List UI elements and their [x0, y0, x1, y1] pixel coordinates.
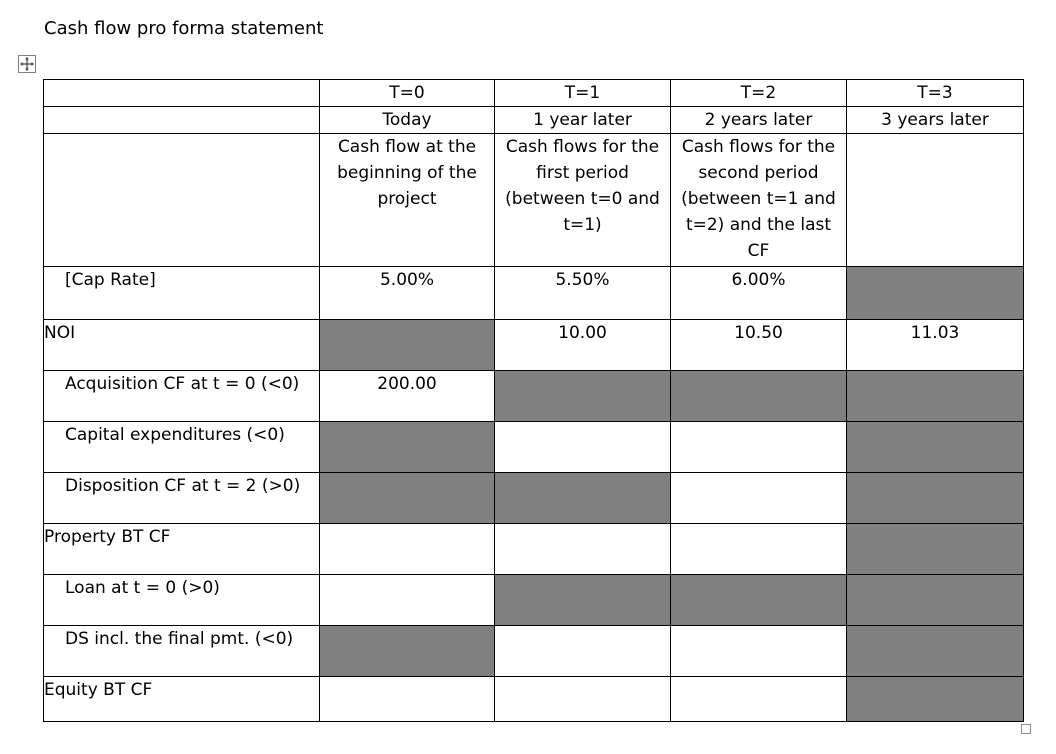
capex-t2[interactable]: [671, 422, 847, 473]
capex-t0-shaded[interactable]: [320, 422, 495, 473]
header-desc-cell-t2[interactable]: [671, 134, 847, 267]
row-equity-bt-cf: [44, 677, 1024, 722]
property-bt-cf-t0[interactable]: [320, 524, 495, 575]
noi-t1[interactable]: 10.00: [495, 320, 671, 371]
property-bt-cf-t2[interactable]: [671, 524, 847, 575]
row-label-loan[interactable]: Loan at t = 0 (>0): [44, 575, 320, 626]
table-move-handle[interactable]: [18, 55, 36, 73]
loan-t3-shaded[interactable]: [847, 575, 1024, 626]
row-label-acquisition-cf[interactable]: Acquisition CF at t = 0 (<0): [44, 371, 320, 422]
acquisition-cf-t2-shaded[interactable]: [671, 371, 847, 422]
disposition-cf-t2[interactable]: [671, 473, 847, 524]
cash-flow-table: [43, 79, 1024, 722]
cap-rate-t2[interactable]: 6.00%: [671, 267, 847, 320]
equity-bt-cf-t0[interactable]: [320, 677, 495, 722]
row-debt-service: [44, 626, 1024, 677]
header-timing-t3[interactable]: 3 years later: [847, 107, 1024, 134]
row-label-capital-expenditures[interactable]: Capital expenditures (<0): [44, 422, 320, 473]
loan-t2-shaded[interactable]: [671, 575, 847, 626]
table-cell[interactable]: [44, 80, 320, 107]
equity-bt-cf-t3-shaded[interactable]: [847, 677, 1024, 722]
loan-t0[interactable]: [320, 575, 495, 626]
equity-bt-cf-t1[interactable]: [495, 677, 671, 722]
acquisition-cf-t3-shaded[interactable]: [847, 371, 1024, 422]
cap-rate-t1[interactable]: 5.50%: [495, 267, 671, 320]
acquisition-cf-t0[interactable]: 200.00: [320, 371, 495, 422]
row-cap-rate: [44, 267, 1024, 320]
property-bt-cf-t1[interactable]: [495, 524, 671, 575]
row-disposition-cf: [44, 473, 1024, 524]
header-row-description: [44, 134, 1024, 267]
acquisition-cf-t1-shaded[interactable]: [495, 371, 671, 422]
debt-service-t3-shaded[interactable]: [847, 626, 1024, 677]
header-row-timing: [44, 107, 1024, 134]
disposition-cf-t1-shaded[interactable]: [495, 473, 671, 524]
header-desc-t2: Cash flows for the second period (between t=1 and t=2) and the last CF: [681, 137, 836, 261]
header-desc-cell-t3[interactable]: [847, 134, 1024, 267]
loan-t1-shaded[interactable]: [495, 575, 671, 626]
noi-t3[interactable]: 11.03: [847, 320, 1024, 371]
header-row-period: [44, 80, 1024, 107]
header-period-t3[interactable]: T=3: [847, 80, 1024, 107]
property-bt-cf-t3-shaded[interactable]: [847, 524, 1024, 575]
row-property-bt-cf: [44, 524, 1024, 575]
row-capital-expenditures: [44, 422, 1024, 473]
header-desc-cell-t1[interactable]: [495, 134, 671, 267]
row-loan: [44, 575, 1024, 626]
header-timing-t2[interactable]: 2 years later: [671, 107, 847, 134]
header-desc-t1: Cash flows for the first period (between t=0 and t=1): [505, 137, 660, 235]
header-desc-t0: Cash flow at the beginning of the project: [337, 137, 477, 209]
move-arrows-icon: [19, 56, 35, 72]
disposition-cf-t3-shaded[interactable]: [847, 473, 1024, 524]
header-timing-t0[interactable]: Today: [320, 107, 495, 134]
noi-t0-shaded[interactable]: [320, 320, 495, 371]
row-label-cap-rate[interactable]: [Cap Rate]: [44, 267, 320, 320]
cap-rate-t0[interactable]: 5.00%: [320, 267, 495, 320]
table-cell[interactable]: [44, 107, 320, 134]
row-noi: [44, 320, 1024, 371]
row-label-property-bt-cf[interactable]: Property BT CF: [44, 524, 320, 575]
header-period-t0[interactable]: T=0: [320, 80, 495, 107]
header-timing-t1[interactable]: 1 year later: [495, 107, 671, 134]
debt-service-t0-shaded[interactable]: [320, 626, 495, 677]
equity-bt-cf-t2[interactable]: [671, 677, 847, 722]
debt-service-t1[interactable]: [495, 626, 671, 677]
debt-service-t2[interactable]: [671, 626, 847, 677]
row-label-noi[interactable]: NOI: [44, 320, 320, 371]
cap-rate-t3-shaded[interactable]: [847, 267, 1024, 320]
capex-t3-shaded[interactable]: [847, 422, 1024, 473]
row-label-disposition-cf[interactable]: Disposition CF at t = 2 (>0): [44, 473, 320, 524]
header-period-t2[interactable]: T=2: [671, 80, 847, 107]
document-title: Cash flow pro forma statement: [44, 18, 324, 39]
resize-square-icon[interactable]: [1021, 724, 1031, 734]
row-acquisition-cf: [44, 371, 1024, 422]
row-label-debt-service[interactable]: DS incl. the final pmt. (<0): [44, 626, 320, 677]
noi-t2[interactable]: 10.50: [671, 320, 847, 371]
table-cell[interactable]: [44, 134, 320, 267]
header-desc-cell-t0[interactable]: [320, 134, 495, 267]
disposition-cf-t0-shaded[interactable]: [320, 473, 495, 524]
header-period-t1[interactable]: T=1: [495, 80, 671, 107]
capex-t1[interactable]: [495, 422, 671, 473]
row-label-equity-bt-cf[interactable]: Equity BT CF: [44, 677, 320, 722]
